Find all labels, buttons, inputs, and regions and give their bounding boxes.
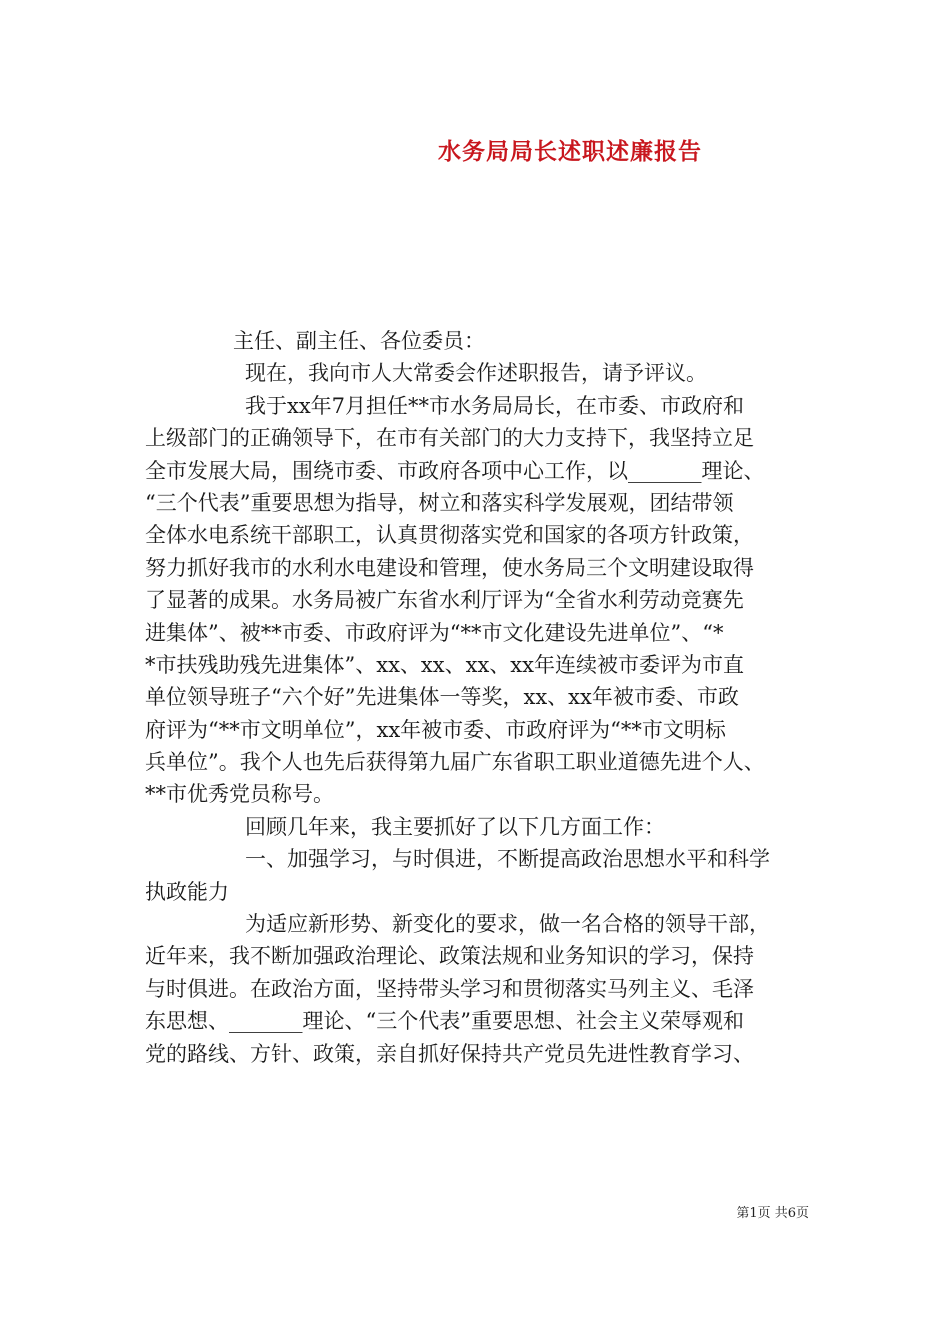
body-line: 东思想、_______理论、“三个代表”重要思想、社会主义荣辱观和 bbox=[145, 1009, 744, 1034]
body-line: **市优秀党员称号。 bbox=[145, 782, 334, 807]
body-line: *市扶残助残先进集体”、xx、xx、xx、xx年连续被市委评为市直 bbox=[145, 652, 744, 677]
body-line: “三个代表”重要思想为指导，树立和落实科学发展观，团结带领 bbox=[145, 490, 734, 515]
section-heading-line: 执政能力 bbox=[145, 879, 229, 904]
body-line: 府评为“**市文明单位”，xx年被市委、市政府评为“**市文明标 bbox=[145, 717, 726, 742]
salutation-line: 主任、副主任、各位委员： bbox=[233, 329, 485, 353]
body-line: 党的路线、方针、政策，亲自抓好保持共产党员先进性教育学习、 bbox=[145, 1041, 754, 1066]
document-title: 水务局局长述职述廉报告 bbox=[438, 138, 702, 165]
body-line: 与时俱进。在政治方面，坚持带头学习和贯彻落实马列主义、毛泽 bbox=[145, 976, 754, 1001]
page-number: 第1页 共6页 bbox=[736, 1206, 809, 1221]
body-line: 近年来，我不断加强政治理论、政策法规和业务知识的学习，保持 bbox=[145, 944, 754, 969]
body-line: 上级部门的正确领导下，在市有关部门的大力支持下，我坚持立足 bbox=[145, 426, 754, 451]
body-line: 了显著的成果。水务局被广东省水利厅评为“全省水利劳动竞赛先 bbox=[145, 588, 744, 613]
body-line: 单位领导班子“六个好”先进集体一等奖，xx、xx年被市委、市政 bbox=[145, 685, 739, 710]
body-line: 全市发展大局，围绕市委、市政府各项中心工作，以_______理论、 bbox=[145, 458, 765, 483]
section-heading-line: 一、加强学习，与时俱进，不断提高政治思想水平和科学 bbox=[245, 847, 770, 872]
body-line: 为适应新形势、新变化的要求，做一名合格的领导干部， bbox=[245, 912, 770, 937]
body-line: 全体水电系统干部职工，认真贯彻落实党和国家的各项方针政策， bbox=[145, 523, 754, 548]
body-line: 回顾几年来，我主要抓好了以下几方面工作： bbox=[245, 814, 665, 839]
body-line: 进集体”、被**市委、市政府评为“**市文化建设先进单位”、“* bbox=[145, 620, 724, 645]
document-body bbox=[145, 325, 811, 1070]
body-line: 我于xx年7月担任**市水务局局长，在市委、市政府和 bbox=[245, 393, 745, 418]
body-line: 兵单位”。我个人也先后获得第九届广东省职工职业道德先进个人、 bbox=[145, 750, 765, 775]
body-line: 努力抓好我市的水利水电建设和管理，使水务局三个文明建设取得 bbox=[145, 555, 754, 580]
body-line: 现在，我向市人大常委会作述职报告，请予评议。 bbox=[245, 361, 707, 386]
